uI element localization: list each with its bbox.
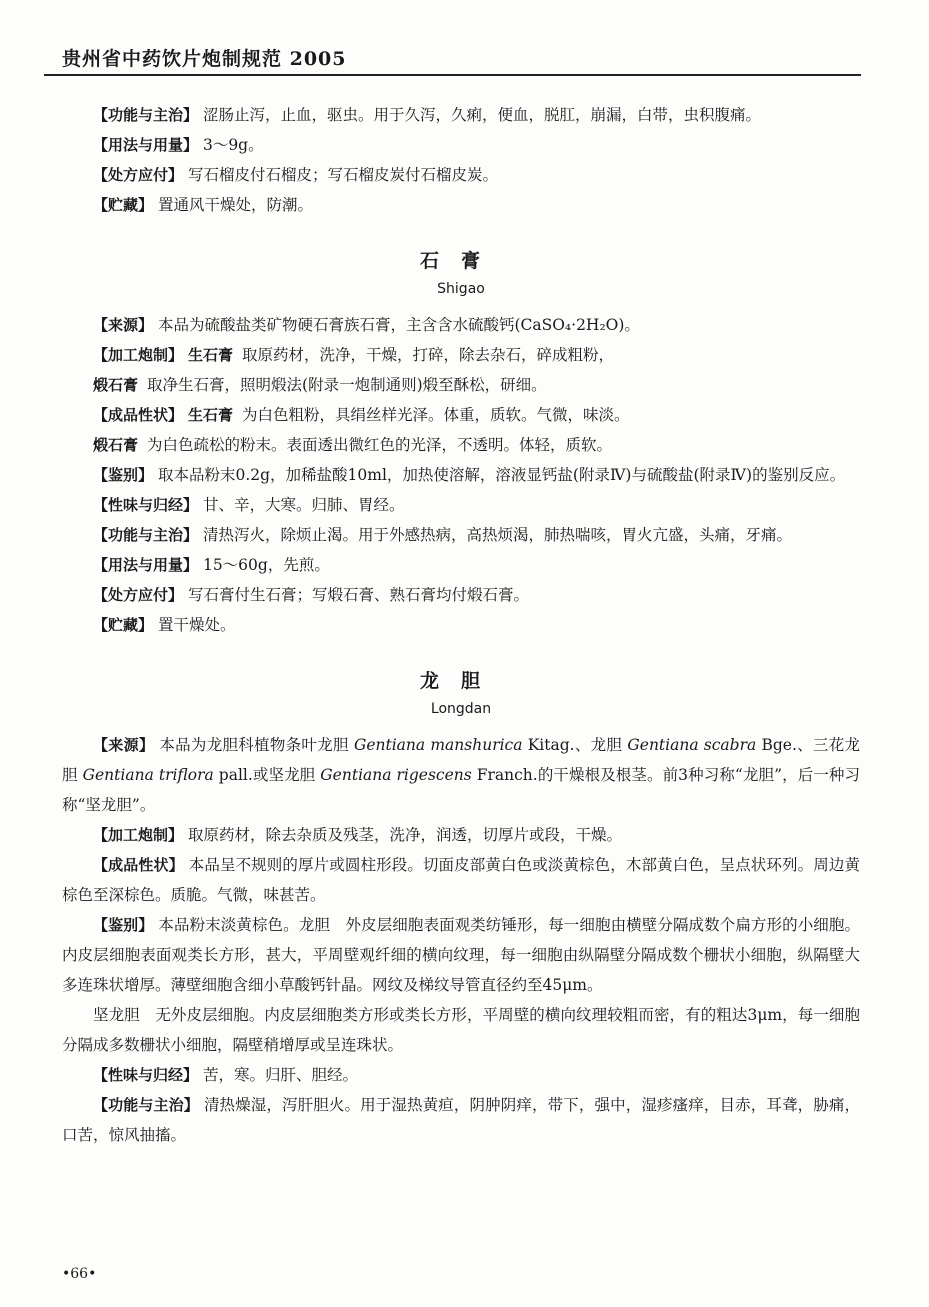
text-run: 为白色粗粉，具绢丝样光泽。体重，质软。气微，味淡。 <box>241 406 630 424</box>
page-body <box>62 100 860 1150</box>
text-run: 甘、辛，大寒。归肺、胃经。 <box>202 496 405 514</box>
entry-title: 石膏 <box>419 250 502 272</box>
paragraph <box>62 910 860 1000</box>
text-run: 涩肠止泻，止血，驱虫。用于久泻，久痢，便血，脱肛，崩漏，白带，虫积腹痛。 <box>202 106 761 124</box>
field-label: 【处方应付】 <box>93 586 184 604</box>
field-label: 【处方应付】 <box>93 166 184 184</box>
field-label: 【功能与主治】 <box>93 1096 199 1114</box>
text-run: 写石膏付生石膏；写煅石膏、熟石膏均付煅石膏。 <box>187 586 529 604</box>
paragraph <box>62 430 860 460</box>
paragraph <box>62 130 860 160</box>
entry-title: 龙胆 <box>419 670 502 692</box>
text-run: 本品为龙胆科植物条叶龙胆 <box>159 736 354 754</box>
section <box>62 246 860 640</box>
field-label: 【成品性状】 <box>93 856 184 874</box>
field-label: 【性味与归经】 <box>93 1066 199 1084</box>
text-run: 本品粉末淡黄棕色。龙胆 外皮层细胞表面观类纺锤形，每一细胞由横壁分隔成数个扁方形的小细胞。内皮层细胞表面观类长方形，甚大，平周壁观纤细的横向纹理，每一细胞由纵隔壁分隔成数个栅状小细胞，纵隔壁大多连珠状增厚。薄壁细胞含细小草酸钙针晶。网纹及梯纹导管直径约至45μm。 <box>62 916 860 994</box>
field-label: 【功能与主治】 <box>93 106 199 124</box>
text-run: Bge.、三花龙胆 <box>62 736 860 784</box>
paragraph <box>62 1060 860 1090</box>
field-label: 【成品性状】 <box>93 406 184 424</box>
latin-name: Gentiana manshurica <box>353 736 523 754</box>
paragraph <box>62 850 860 910</box>
page-number: •66• <box>62 1266 97 1282</box>
text-run: Franch.的干燥根及根茎。前3种习称“龙胆”，后一种习称“坚龙胆”。 <box>62 766 861 814</box>
paragraph <box>62 190 860 220</box>
paragraph <box>62 370 860 400</box>
paragraph <box>62 310 860 340</box>
field-label: 【加工炮制】 <box>93 826 184 844</box>
field-label: 【来源】 <box>93 736 155 754</box>
latin-name: Gentiana rigescens <box>320 766 472 784</box>
text-run: 清热泻火，除烦止渴。用于外感热病，高热烦渴，肺热喘咳，胃火亢盛，头痛，牙痛。 <box>202 526 792 544</box>
sub-label: 煅石膏 <box>93 436 139 454</box>
text-run: 为白色疏松的粉末。表面透出微红色的光泽，不透明。体轻，质软。 <box>147 436 613 454</box>
text-run: 置通风干燥处，防潮。 <box>157 196 313 214</box>
paragraph <box>62 610 860 640</box>
paragraph <box>62 1090 860 1150</box>
text-run: 取净生石膏，照明煅法(附录一炮制通则)煅至酥松，研细。 <box>147 376 547 394</box>
paragraph <box>62 820 860 850</box>
text-run: Kitag.、龙胆 <box>522 736 628 754</box>
sub-label: 煅石膏 <box>93 376 139 394</box>
text-run: 取原药材，除去杂质及残茎，洗净，润透，切厚片或段，干燥。 <box>187 826 622 844</box>
field-label: 【鉴别】 <box>93 466 154 484</box>
text-run: 置干燥处。 <box>157 616 236 634</box>
paragraph <box>62 1000 860 1060</box>
entry-pinyin: Longdan <box>430 701 492 717</box>
text-run: 取本品粉末0.2g，加稀盐酸10ml，加热使溶解，溶液显钙盐(附录Ⅳ)与硫酸盐(附录Ⅳ)的鉴别反应。 <box>157 466 846 484</box>
paragraph <box>62 160 860 190</box>
text-run: 取原药材，洗净，干燥，打碎，除去杂石，碎成粗粉， <box>241 346 614 364</box>
text-run: 本品呈不规则的厚片或圆柱形段。切面皮部黄白色或淡黄棕色，木部黄白色，呈点状环列。周边黄棕色至深棕色。质脆。气微，味甚苦。 <box>62 856 860 904</box>
sub-label: 生石膏 <box>187 406 233 424</box>
field-label: 【用法与用量】 <box>93 556 199 574</box>
paragraph <box>62 340 860 370</box>
field-label: 【来源】 <box>93 316 154 334</box>
entry-pinyin: Shigao <box>437 281 485 297</box>
latin-name: Gentiana triflora <box>82 766 214 784</box>
paragraph <box>62 400 860 430</box>
field-label: 【用法与用量】 <box>93 136 199 154</box>
text-run: 本品为硫酸盐类矿物硬石膏族石膏，主含含水硫酸钙(CaSO₄·2H₂O)。 <box>157 316 640 334</box>
field-label: 【鉴别】 <box>93 916 154 934</box>
paragraph <box>62 490 860 520</box>
text-run: 3～9g。 <box>202 136 264 154</box>
section <box>62 666 860 1150</box>
section <box>62 100 860 220</box>
paragraph <box>62 520 860 550</box>
text-run: 写石榴皮付石榴皮；写石榴皮炭付石榴皮炭。 <box>187 166 498 184</box>
paragraph <box>62 550 860 580</box>
field-label: 【贮藏】 <box>93 616 154 634</box>
paragraph <box>62 580 860 610</box>
text-run: 苦，寒。归肝、胆经。 <box>202 1066 358 1084</box>
running-header: 贵州省中药饮片炮制规范 2005 <box>62 48 347 70</box>
field-label: 【性味与归经】 <box>93 496 199 514</box>
text-run: 15～60g，先煎。 <box>202 556 330 574</box>
header-rule <box>44 74 861 76</box>
text-run: 清热燥湿，泻肝胆火。用于湿热黄疸，阴肿阴痒，带下，强中，湿疹瘙痒，目赤，耳聋，胁痛，口苦，惊风抽搐。 <box>62 1096 860 1144</box>
field-label: 【加工炮制】 <box>93 346 184 364</box>
field-label: 【贮藏】 <box>93 196 154 214</box>
paragraph <box>62 730 860 820</box>
text-run: pall.或坚龙胆 <box>213 766 321 784</box>
paragraph <box>62 100 860 130</box>
text-run: 坚龙胆 无外皮层细胞。内皮层细胞类方形或类长方形，平周壁的横向纹理较粗而密，有的粗达3μm，每一细胞分隔成多数栅状小细胞，隔壁稍增厚或呈连珠状。 <box>62 1006 860 1054</box>
field-label: 【功能与主治】 <box>93 526 199 544</box>
latin-name: Gentiana scabra <box>627 736 757 754</box>
paragraph <box>62 460 860 490</box>
sub-label: 生石膏 <box>187 346 233 364</box>
